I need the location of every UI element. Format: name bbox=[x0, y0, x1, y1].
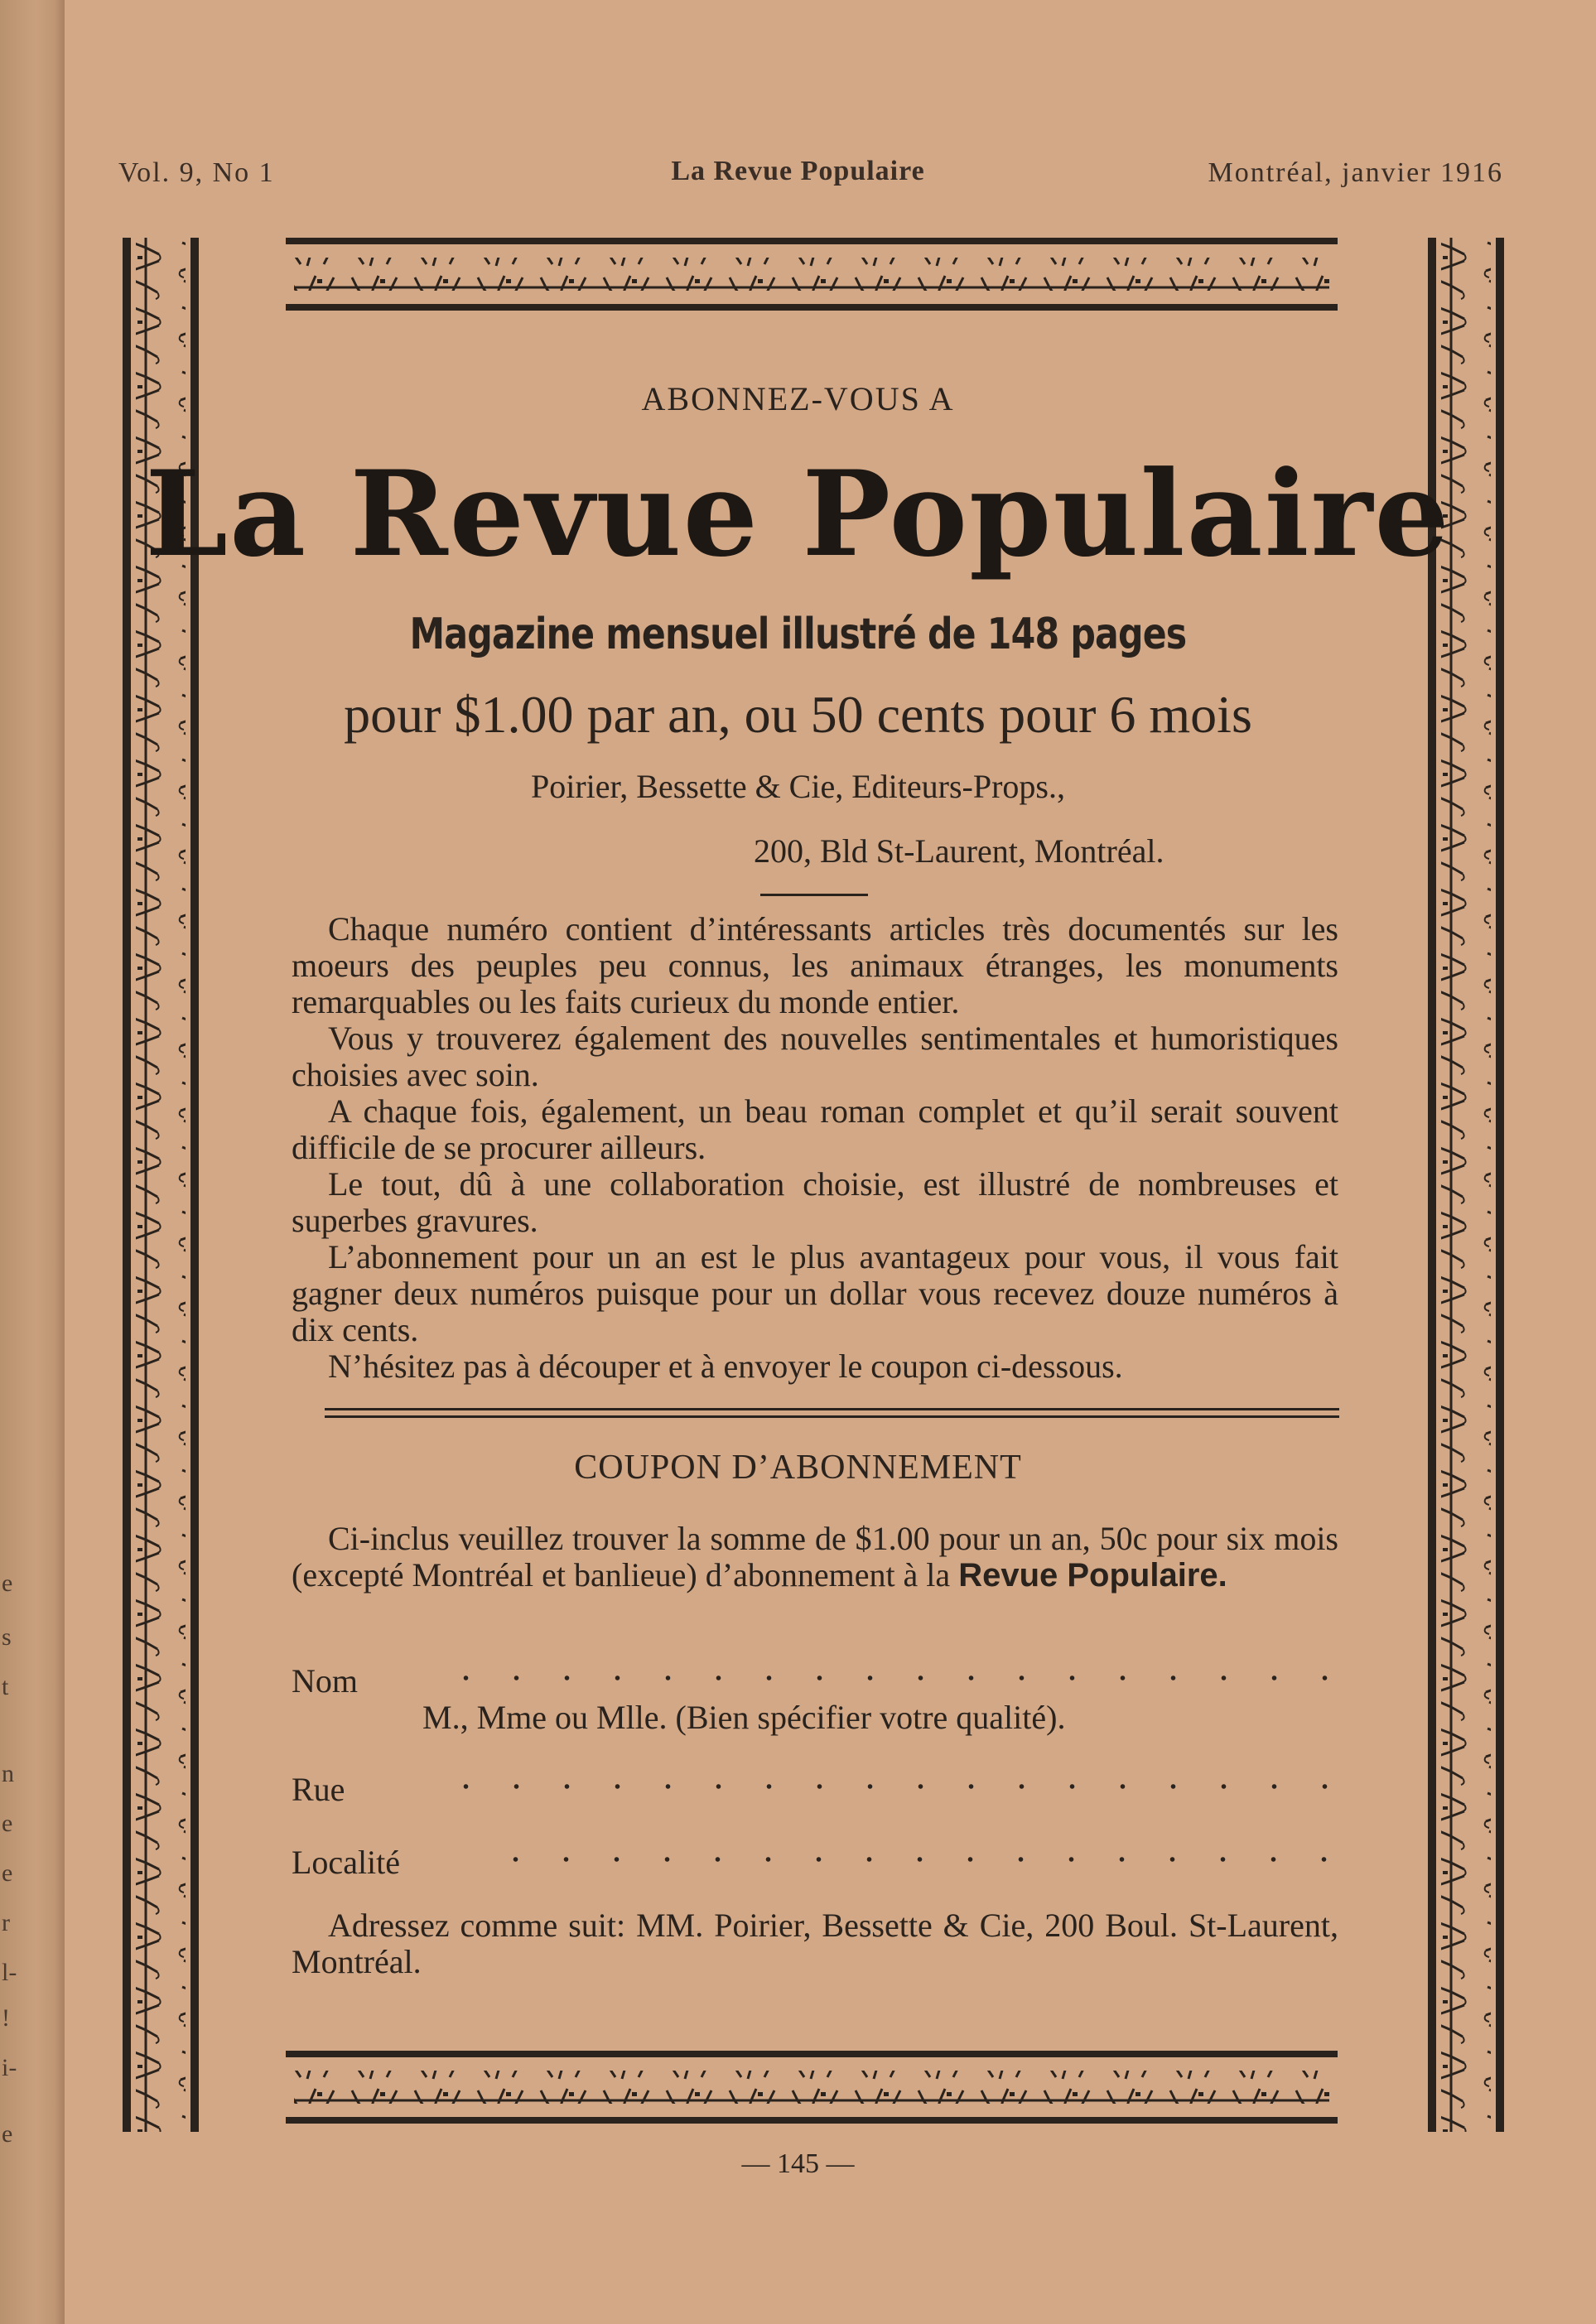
header-place-date: Montréal, janvier 1916 bbox=[1208, 157, 1503, 188]
street-field[interactable] bbox=[292, 1770, 1338, 1809]
coupon-address: Adressez comme suit: MM. Poirier, Bessette & Cie, 200 Boul. St-Laurent, Montréal. bbox=[292, 1907, 1338, 1980]
gutter-letter: e bbox=[2, 2120, 13, 2148]
ad-paragraph: L’abonnement pour un an est le plus avantageux pour vous, il vous fait gagner deux numéros puisque pour un dollar vous recevez douze numéros à dix cents. bbox=[292, 1238, 1338, 1348]
locality-dotted-line[interactable] bbox=[490, 1854, 1338, 1864]
ad-paragraph: Le tout, dû à une collaboration choisie, est illustré de nombreuses et superbes gravures. bbox=[292, 1165, 1338, 1239]
gutter-letter: n bbox=[2, 1760, 14, 1787]
name-dotted-line[interactable] bbox=[441, 1673, 1338, 1683]
coupon-text bbox=[292, 1521, 1338, 1594]
name-field[interactable] bbox=[292, 1661, 1338, 1700]
name-hint: M., Mme ou Mlle. (Bien spécifier votre qualité). bbox=[422, 1699, 1066, 1736]
coupon-title: COUPON D’ABONNEMENT bbox=[574, 1449, 1022, 1487]
gutter-letter: e bbox=[2, 1810, 13, 1837]
page-number: — 145 — bbox=[741, 2148, 855, 2179]
coupon-cut-line bbox=[325, 1408, 1339, 1423]
ad-subtitle: Magazine mensuel illustré de 148 pages bbox=[409, 610, 1187, 659]
street-label: Rue bbox=[292, 1771, 345, 1808]
gutter-letter: e bbox=[2, 1859, 13, 1887]
ad-body bbox=[292, 911, 1338, 1385]
locality-label: Localité bbox=[292, 1844, 401, 1881]
gutter-letter: s bbox=[2, 1623, 12, 1651]
locality-field[interactable] bbox=[292, 1843, 1338, 1882]
bottom-ornamental-band bbox=[286, 2051, 1338, 2127]
top-ornamental-band bbox=[286, 238, 1338, 314]
ad-address: 200, Bld St-Laurent, Montréal. bbox=[754, 832, 1164, 870]
gutter-letter: ! bbox=[2, 2004, 10, 2032]
header-volume: Vol. 9, No 1 bbox=[118, 157, 275, 188]
ad-paragraph: A chaque fois, également, un beau roman complet et qu’il serait souvent difficile de se procurer ailleurs. bbox=[292, 1092, 1338, 1166]
ad-title: La Revue Populaire bbox=[145, 446, 1451, 583]
ad-paragraph: N’hésitez pas à découper et à envoyer le coupon ci-dessous. bbox=[328, 1348, 1123, 1385]
header-journal: La Revue Populaire bbox=[671, 156, 925, 186]
street-dotted-line[interactable] bbox=[441, 1782, 1338, 1791]
ad-kicker: ABONNEZ-VOUS A bbox=[641, 380, 955, 417]
ad-price: pour $1.00 par an, ou 50 cents pour 6 mois bbox=[344, 685, 1252, 744]
coupon-text-body: Ci-inclus veuillez trouver la somme de $1.00 pour un an, 50c pour six mois (excepté Montréal et banlieue) d’abonnement à la bbox=[292, 1520, 1338, 1594]
facing-page-letters bbox=[0, 0, 65, 2324]
gutter-letter: t bbox=[2, 1673, 9, 1700]
gutter-letter: l- bbox=[2, 1959, 17, 1986]
ad-publisher: Poirier, Bessette & Cie, Editeurs-Props., bbox=[531, 768, 1065, 805]
coupon-text-journal: Revue Populaire. bbox=[958, 1557, 1227, 1594]
gutter-letter: i- bbox=[2, 2054, 17, 2081]
ad-paragraph: Chaque numéro contient d’intéressants articles très documentés sur les moeurs des peuples peu connus, les animaux étranges, les monuments remarquables ou les faits curieux du monde entier. bbox=[292, 910, 1338, 1020]
gutter-letter: r bbox=[2, 1909, 10, 1936]
gutter-letter: e bbox=[2, 1569, 13, 1597]
name-label: Nom bbox=[292, 1662, 358, 1700]
ad-paragraph: Vous y trouverez également des nouvelles sentimentales et humoristiques choisies avec soin. bbox=[292, 1020, 1338, 1093]
short-divider bbox=[760, 894, 868, 896]
